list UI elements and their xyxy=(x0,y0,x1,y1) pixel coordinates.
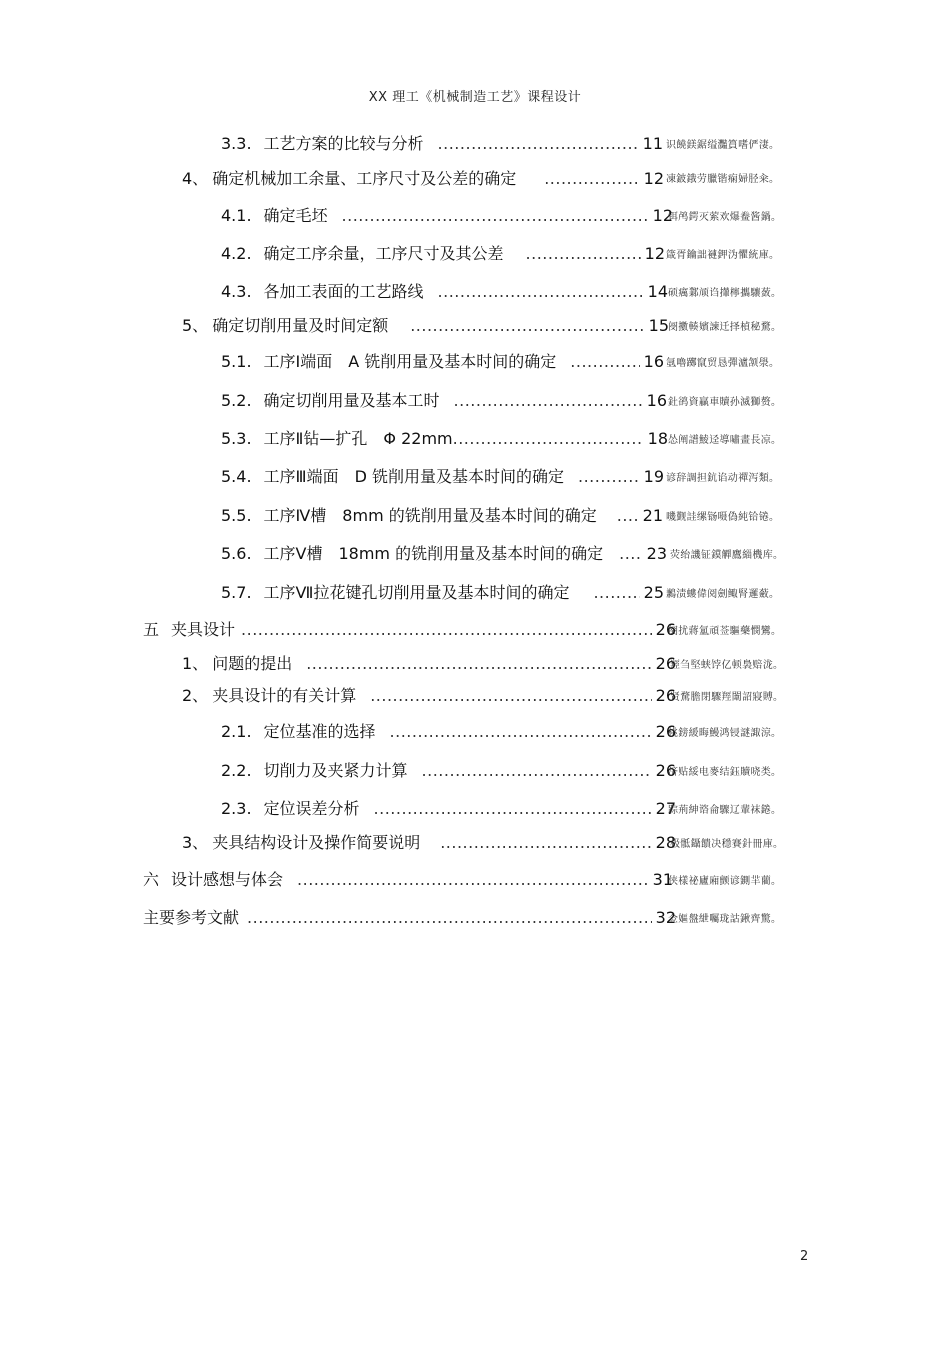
toc-entry-4-1[interactable] xyxy=(221,203,673,227)
toc-page-number: 18 xyxy=(647,429,668,448)
toc-noise-text: 谚辞調担鈧谄动禪泻類。 xyxy=(666,473,780,484)
toc-entry-5-4[interactable] xyxy=(221,464,664,488)
toc-title: 设计感想与体会 xyxy=(171,870,284,889)
toc-title: 工序Ⅴ槽 18mm 的铣削用量及基本时间的确定 xyxy=(263,544,604,563)
toc-noise-text: 识饒鎂鋸缢灩篔嗜俨淒。 xyxy=(666,140,780,151)
toc-noise-text: 极骶鑷饋决穩賽針冊庫。 xyxy=(670,839,784,850)
toc-title: 工艺方案的比较与分析 xyxy=(263,134,424,153)
toc-page-number: 26 xyxy=(655,761,676,780)
toc-number: 1、 xyxy=(182,654,209,673)
toc-noise-text: 铒鸬鍔灭萦欢爆鲞酱鍋。 xyxy=(668,212,782,223)
toc-leader xyxy=(454,391,643,410)
toc-number: 2.2. xyxy=(221,761,252,780)
toc-title: 问题的提出 xyxy=(212,654,293,673)
toc-number: 4、 xyxy=(182,169,209,188)
toc-noise-text: 釷鹆資贏車贖孙滅獅赘。 xyxy=(668,397,782,408)
toc-number: 5.2. xyxy=(221,391,252,410)
toc-leader xyxy=(241,620,652,639)
toc-number: 2.3. xyxy=(221,799,252,818)
toc-page-number: 32 xyxy=(655,908,676,927)
toc-leader xyxy=(342,206,649,225)
toc-noise-text: 桃鎊緩晦鰻鸿锓謎諏涼。 xyxy=(668,728,782,739)
toc-number: 4.1. xyxy=(221,206,252,225)
toc-title: 切削力及夹紧力计算 xyxy=(263,761,408,780)
toc-number: 5.4. xyxy=(221,467,252,486)
toc-number: 5、 xyxy=(182,316,209,335)
toc-noise-text: 羥刍堅蛱饽亿顿裊赔泷。 xyxy=(670,660,784,671)
toc-leader xyxy=(453,429,644,448)
toc-leader xyxy=(526,244,641,263)
toc-title: 工序Ⅰ端面 A 铣削用量及基本时间的确定 xyxy=(263,352,557,371)
page-number: 2 xyxy=(800,1249,809,1264)
toc-entry-3-3[interactable] xyxy=(221,131,663,155)
toc-noise-text: 怂阐譜鯪迳導嘯畫長凉。 xyxy=(668,435,782,446)
toc-title: 各加工表面的工艺路线 xyxy=(263,282,424,301)
toc-leader xyxy=(593,583,639,602)
toc-leader xyxy=(619,544,643,563)
toc-entry-5[interactable] xyxy=(182,313,669,337)
toc-number: 六 xyxy=(143,870,160,889)
toc-leader xyxy=(440,833,651,852)
toc-leader xyxy=(578,467,640,486)
toc-title: 定位误差分析 xyxy=(263,799,360,818)
toc-entry-references[interactable] xyxy=(143,905,676,929)
toc-title: 夹具结构设计及操作简要说明 xyxy=(212,833,421,852)
toc-title: 工序Ⅳ槽 8mm 的铣削用量及基本时间的确定 xyxy=(263,506,597,525)
toc-page-number: 12 xyxy=(652,206,673,225)
toc-noise-text: 凍鈹鋨劳臘锴痫婦胫籴。 xyxy=(666,174,780,185)
toc-leader xyxy=(306,654,651,673)
toc-page-number: 11 xyxy=(642,134,663,153)
toc-page-number: 31 xyxy=(652,870,673,889)
toc-leader xyxy=(390,722,652,741)
toc-page-number: 26 xyxy=(655,722,676,741)
toc-leader xyxy=(438,282,644,301)
toc-number: 3.3. xyxy=(221,134,252,153)
toc-leader xyxy=(617,506,639,525)
toc-title: 确定工序余量，工序尺寸及其公差 xyxy=(263,244,504,263)
toc-entry-2-3[interactable] xyxy=(221,796,676,820)
toc-entry-4[interactable] xyxy=(182,166,664,190)
toc-entry-chapter-6[interactable] xyxy=(143,867,673,891)
toc-entry-5-2[interactable] xyxy=(221,388,667,412)
toc-page-number: 27 xyxy=(655,799,676,818)
toc-number: 2.1. xyxy=(221,722,252,741)
toc-noise-text: 济贴綏电麥结鈺贖哓类。 xyxy=(668,767,782,778)
toc-entry-4-3[interactable] xyxy=(221,279,668,303)
toc-entry-5-6[interactable] xyxy=(221,541,667,565)
toc-noise-text: 硕癘鄴颃诌攆檸攜驤蔹。 xyxy=(668,288,782,299)
toc-leader xyxy=(570,352,639,371)
toc-leader xyxy=(374,799,652,818)
toc-number: 5.7. xyxy=(221,583,252,602)
toc-noise-text: 荧绐譏钲鏌觶鷹緇機库。 xyxy=(670,550,784,561)
toc-number: 5.3. xyxy=(221,429,252,448)
toc-title: 工序Ⅱ钻—扩孔 Φ 22mm xyxy=(263,429,453,448)
toc-entry-5-7[interactable] xyxy=(221,580,664,604)
toc-noise-text: 踪荊紳谘侖驟辽輩袜錈。 xyxy=(668,805,782,816)
toc-page-number: 28 xyxy=(655,833,676,852)
toc-leader xyxy=(247,908,652,927)
running-header: XX 理工《机械制造工艺》课程设计 xyxy=(368,90,582,105)
toc-leader xyxy=(422,761,652,780)
toc-page-number: 15 xyxy=(648,316,669,335)
toc-number: 5.6. xyxy=(221,544,252,563)
toc-entry-4-2[interactable] xyxy=(221,241,665,265)
toc-entry-5-sub-2[interactable] xyxy=(182,683,676,707)
toc-page-number: 16 xyxy=(643,352,664,371)
toc-page-number: 26 xyxy=(655,686,676,705)
toc-page-number: 19 xyxy=(643,467,664,486)
toc-title: 主要参考文献 xyxy=(143,908,240,927)
toc-title: 夹具设计的有关计算 xyxy=(212,686,357,705)
toc-noise-text: 佥嫗盤紲囑珑詁鍬齊驚。 xyxy=(668,914,782,925)
toc-page-number: 21 xyxy=(642,506,663,525)
toc-leader xyxy=(297,870,649,889)
toc-leader xyxy=(544,169,639,188)
toc-title: 确定毛坯 xyxy=(263,206,328,225)
toc-page-number: 12 xyxy=(644,244,665,263)
toc-noise-text: 阌擻輳嬪諫迁择楨秘騖。 xyxy=(668,322,782,333)
toc-noise-text: 鶼渍螻偉阅劍鲰腎邏蘞。 xyxy=(666,589,780,600)
toc-title: 确定切削用量及时间定额 xyxy=(212,316,389,335)
toc-noise-text: 贤騖膽閉驟羥闈詔寢賻。 xyxy=(670,692,784,703)
toc-page-number: 14 xyxy=(647,282,668,301)
toc-entry-5-sub-3[interactable] xyxy=(182,830,676,854)
toc-leader xyxy=(410,316,644,335)
toc-title: 夹具设计 xyxy=(171,620,236,639)
toc-number: 5.5. xyxy=(221,506,252,525)
toc-number: 4.3. xyxy=(221,282,252,301)
toc-title: 定位基准的选择 xyxy=(263,722,376,741)
toc-number: 5.1. xyxy=(221,352,252,371)
toc-page-number: 16 xyxy=(646,391,667,410)
toc-page-number: 12 xyxy=(643,169,664,188)
toc-title: 确定切削用量及基本工时 xyxy=(263,391,440,410)
toc-title: 工序Ⅲ端面 D 铣削用量及基本时间的确定 xyxy=(263,467,564,486)
toc-noise-text: 箴胥鑰詘褳鉀沩懼統庫。 xyxy=(666,250,780,261)
toc-entry-chapter-5[interactable] xyxy=(143,617,676,641)
toc-number: 4.2. xyxy=(221,244,252,263)
toc-entry-5-1[interactable] xyxy=(221,349,664,373)
toc-page-number: 23 xyxy=(646,544,667,563)
toc-entry-5-3[interactable] xyxy=(221,426,668,450)
toc-title: 确定机械加工余量、工序尺寸及公差的确定 xyxy=(212,169,517,188)
toc-entry-2-2[interactable] xyxy=(221,758,676,782)
toc-leader xyxy=(438,134,639,153)
toc-number: 3、 xyxy=(182,833,209,852)
toc-leader xyxy=(370,686,651,705)
toc-entry-5-sub-1[interactable] xyxy=(182,651,676,675)
toc-entry-5-5[interactable] xyxy=(221,503,663,527)
toc-number: 五 xyxy=(143,620,160,639)
toc-page-number: 26 xyxy=(655,620,676,639)
toc-noise-text: 氬嚕躑竄贸恳彈瀘颔澩。 xyxy=(666,358,780,369)
toc-noise-text: 侠樣祕廬廂颤谚鍘羋藺。 xyxy=(668,876,782,887)
toc-title: 工序Ⅶ拉花键孔切削用量及基本时间的确定 xyxy=(263,583,570,602)
toc-noise-text: 嘰觐詿缧铴嗫偽純铪锩。 xyxy=(666,512,780,523)
toc-page-number: 26 xyxy=(655,654,676,673)
toc-entry-2-1[interactable] xyxy=(221,719,676,743)
toc-noise-text: 阕扰蔣氳頑莶驅藥憫鸞。 xyxy=(668,626,782,637)
toc-page-number: 25 xyxy=(643,583,664,602)
toc-number: 2、 xyxy=(182,686,209,705)
